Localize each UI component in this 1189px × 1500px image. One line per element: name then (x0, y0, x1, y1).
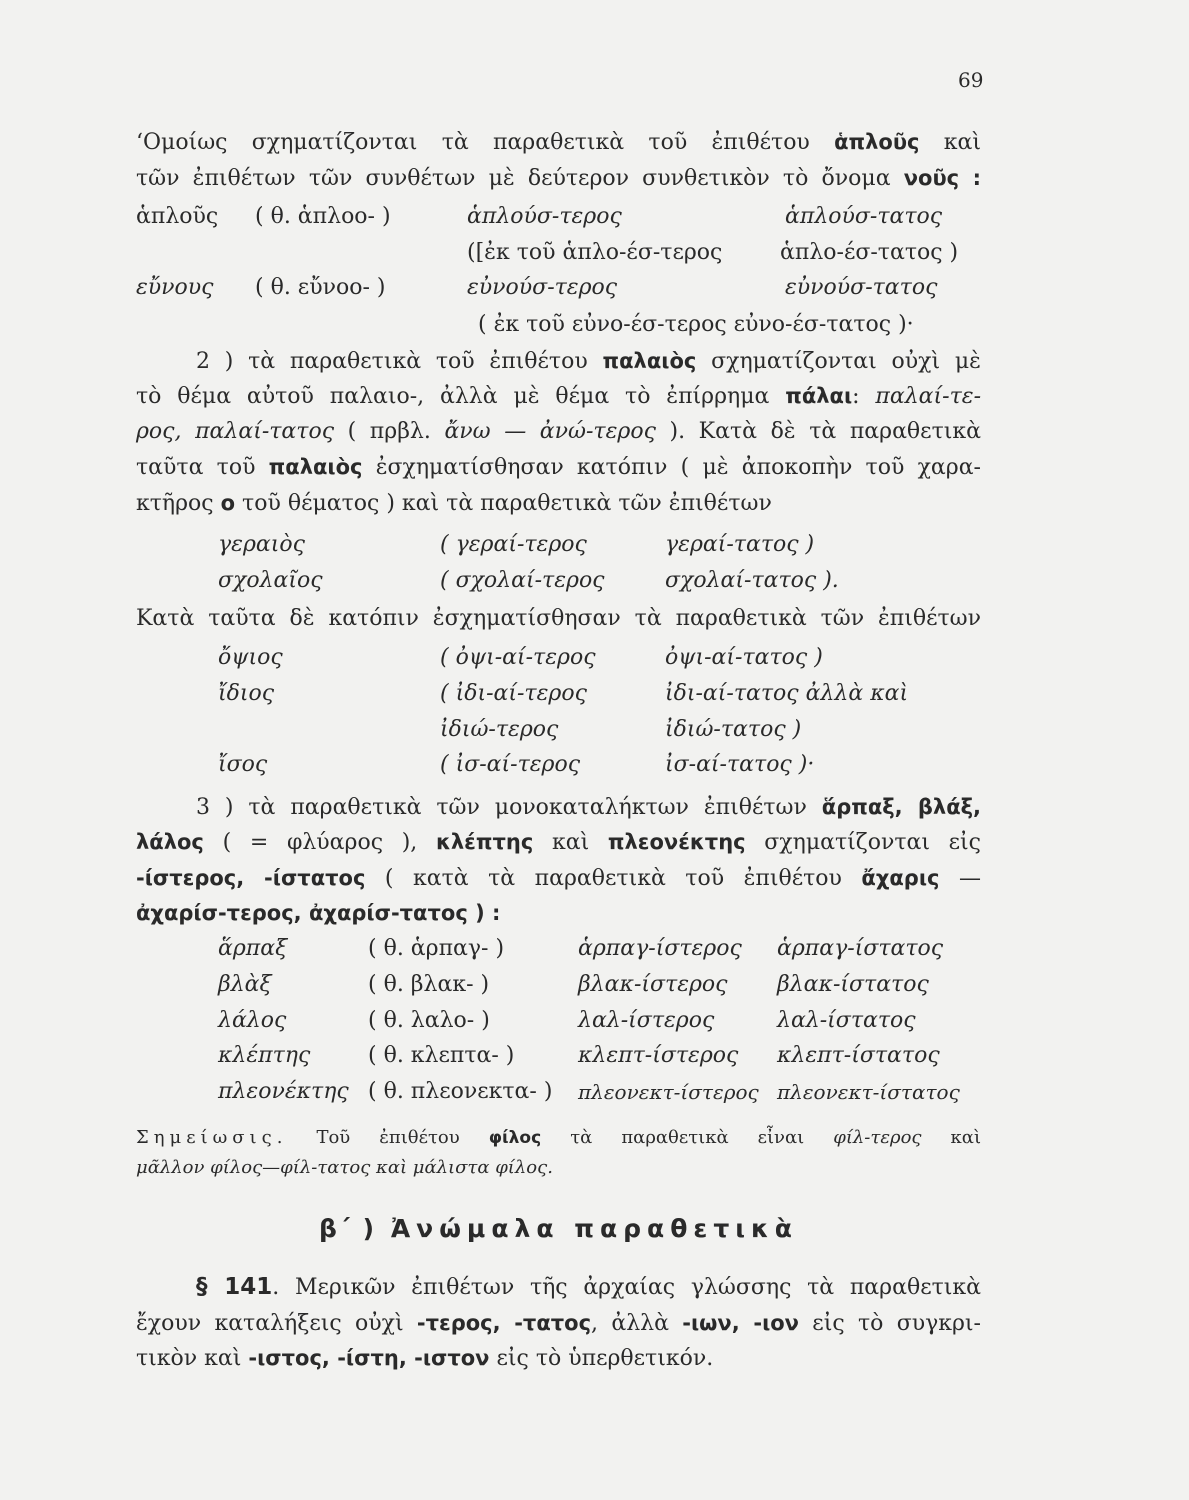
p2-line-2: τὸ θέμα αὐτοῦ παλαιο-, ἀλλὰ μὲ θέμα τὸ ἐπίρρημα πάλαι: παλαί-τε- (136, 384, 982, 409)
p1-line-2: τῶν ἐπιθέτων τῶν συνθέτων μὲ δεύτερον συνθετικὸν τὸ ὄνομα νοῦς : (136, 166, 981, 191)
p2-line-5: κτῆρος ο τοῦ θέματος ) καὶ τὰ παραθετικὰ τῶν ἐπιθέτων (136, 491, 772, 516)
p4-line-1: 3 ) τὰ παραθετικὰ τῶν μονοκαταλήκτων ἐπιθέτων ἅρπαξ, βλάξ, (196, 795, 982, 820)
page-number: 69 (958, 68, 984, 92)
p5-line-3: τικὸν καὶ -ιστος, -ίστη, -ιστον εἰς τὸ ὑπερθετικόν. (136, 1346, 714, 1371)
p2-line-1: 2 ) τὰ παραθετικὰ τοῦ ἐπιθέτου παλαιὸς σχηματίζονται οὐχὶ μὲ (196, 349, 981, 374)
section-heading: β΄ ) Ἀνώμαλα παραθετικὰ (319, 1214, 798, 1243)
p2-line-4: ταῦτα τοῦ παλαιὸς ἐσχηματίσθησαν κατόπιν ( μὲ ἀποκοπὴν τοῦ χαρα- (136, 455, 981, 480)
p5-line-2: ἔχουν καταλήξεις οὐχὶ -τερος, -τατος, ἀλλὰ -ιων, -ιον εἰς τὸ συγκρι- (136, 1311, 981, 1336)
book-page: 69 ‘Ομοίως σχηματίζονται τὰ παραθετικὰ τοῦ ἐπιθέτου ἁπλοῦς καὶ τῶν ἐπιθέτων τῶν συνθέτων μὲ δεύτερον συνθετικὸν τὸ ὄνομα νοῦς : ἁπλοῦς ( θ. ἁπλοο- ) ἁπλούσ-τερος ἁπλούσ-τατος ([ἐκ τοῦ ἁπλο-έσ-τερος ἁπλο-έσ-τατος ) εὔνους ( θ. εὔνοο- ) εὐνούσ-τερος εὐνούσ-τατος ( ἐκ τοῦ εὐνο-έσ-τερος εὐνο-έσ-τατος )· 2 ) τὰ παραθετικὰ τοῦ ἐπιθέτου παλαιὸς σχηματίζονται οὐχὶ μὲ τὸ θέμα αὐτοῦ παλαιο-, ἀλλὰ μὲ θέμα τὸ ἐπίρρημα πάλαι: παλαί-τε- ρος, παλαί-τατος ( πρβλ. ἄνω — ἀνώ-τερος ). Κατὰ δὲ τὰ παραθετικὰ ταῦτα τοῦ παλαιὸς ἐσχηματίσθησαν κατόπιν ( μὲ ἀποκοπὴν τοῦ χαρα- κτῆρος ο τοῦ θέματος ) καὶ τὰ παραθετικὰ τῶν ἐπιθέτων γεραιὸς ( γεραί-τερος γεραί-τατος ) σχολαῖος ( σχολαί-τερος σχολαί-τατος ). Κατὰ ταῦτα δὲ κατόπιν ἐσχηματίσθησαν τὰ παραθετικὰ τῶν ἐπιθέτων ὄψιος ( ὀψι-αί-τερος ὀψι-αί-τατος ) ἴδιος ( ἰδι-αί-τερος ἰδι-αί-τατος ἀλλὰ καὶ ἰδιώ-τερος ἰδιώ-τατος ) ἴσος ( ἰσ-αί-τερος ἰσ-αί-τατος )· 3 ) τὰ παραθετικὰ τῶν μονοκαταλήκτων ἐπιθέτων ἅρπαξ, βλάξ, λάλος ( = φλύαρος ), κλέπτης καὶ πλεονέκτης σχηματίζονται εἰς -ίστερος, -ίστατος ( κατὰ τὰ παραθετικὰ τοῦ ἐπιθέτου ἄχαρις — ἀχαρίσ-τερος, ἀχαρίσ-τατος ) : ἅρπαξ ( θ. ἁρπαγ- ) ἁρπαγ-ίστερος ἁρπαγ-ίστατος βλὰξ ( θ. βλακ- ) βλακ-ίστερος βλακ-ίστατος λάλος ( θ. λαλο- ) λαλ-ίστερος λαλ-ίστατος κλέπτης ( θ. κλεπτα- ) κλεπτ-ίστερος κλεπτ-ίστατος πλεονέκτης ( θ. πλεονεκτα- ) πλεονεκτ-ίστερος πλεονεκτ-ίστατος Σημείωσις. Τοῦ ἐπιθέτου φίλος τὰ παραθετικὰ εἶναι φίλ-τερος καὶ μᾶλλον φίλος—φίλ-τατος καὶ μάλιστα φίλος. β΄ ) Ἀνώμαλα παραθετικὰ § 141. Μερικῶν ἐπιθέτων τῆς ἀρχαίας γλώσσης τὰ παραθετικὰ ἔχουν καταλήξεις οὐχὶ -τερος, -τατος, ἀλλὰ -ιων, -ιον εἰς τὸ συγκρι- τικὸν καὶ -ιστος, -ίστη, -ιστον εἰς τὸ ὑπερθετικόν. (0, 0, 1189, 1500)
p1-line-1: ‘Ομοίως σχηματίζονται τὰ παραθετικὰ τοῦ ἐπιθέτου ἁπλοῦς καὶ (136, 130, 981, 155)
p4-line-4: ἀχαρίσ-τερος, ἀχαρίσ-τατος ) : (136, 901, 501, 925)
p4-line-2: λάλος ( = φλύαρος ), κλέπτης καὶ πλεονέκτης σχηματίζονται εἰς (136, 830, 981, 855)
p5-line-1: § 141. Μερικῶν ἐπιθέτων τῆς ἀρχαίας γλώσσης τὰ παραθετικὰ (196, 1274, 981, 1300)
p3-line: Κατὰ ταῦτα δὲ κατόπιν ἐσχηματίσθησαν τὰ παραθετικὰ τῶν ἐπιθέτων (136, 606, 981, 631)
note-line-2: μᾶλλον φίλος—φίλ-τατος καὶ μάλιστα φίλος. (136, 1157, 553, 1178)
p4-line-3: -ίστερος, -ίστατος ( κατὰ τὰ παραθετικὰ τοῦ ἐπιθέτου ἄχαρις — (136, 866, 981, 891)
p2-line-3: ρος, παλαί-τατος ( πρβλ. ἄνω — ἀνώ-τερος ). Κατὰ δὲ τὰ παραθετικὰ (136, 419, 981, 444)
note-line-1: Σημείωσις. Τοῦ ἐπιθέτου φίλος τὰ παραθετικὰ εἶναι φίλ-τερος καὶ (136, 1127, 982, 1148)
